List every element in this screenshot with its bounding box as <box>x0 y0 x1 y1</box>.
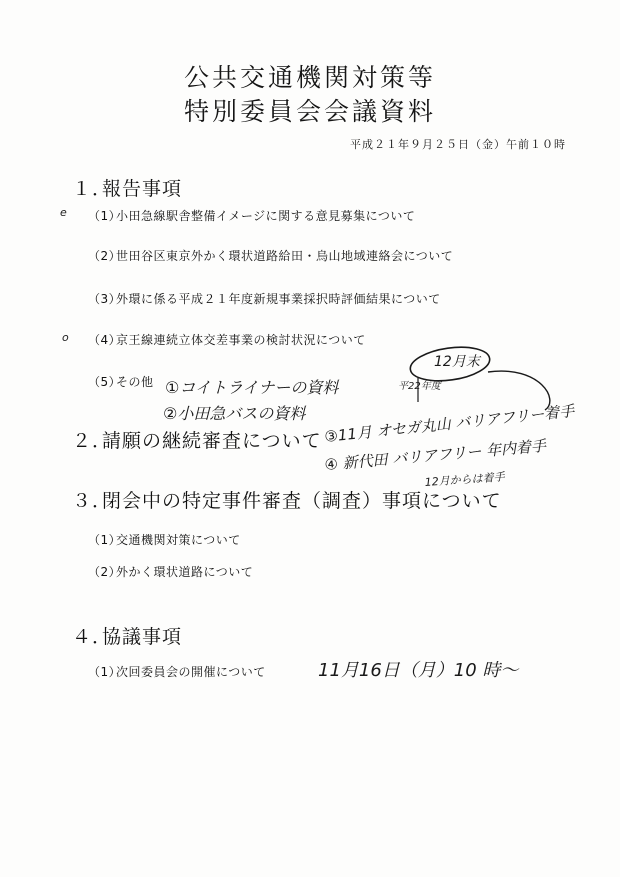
item-number: （3） <box>88 292 122 306</box>
circle-sub-label: 平22年度 <box>398 381 441 392</box>
inquiry-item-2 <box>88 563 253 580</box>
next-meeting-date: 11月16日（月）10 時〜 <box>318 660 519 681</box>
section-number: ４． <box>72 626 113 648</box>
report-item-2 <box>88 247 453 264</box>
item-number: （1） <box>88 209 122 223</box>
item-number: （4） <box>88 333 122 347</box>
document-title-line-1: 公共交通機関対策等 <box>183 63 436 92</box>
item-text: 世田谷区東京外かく環状道路給田・烏山地域連絡会について <box>116 249 454 263</box>
item-number: （1） <box>88 665 122 679</box>
margin-mark-e: e <box>60 206 67 219</box>
margin-mark-o: o <box>62 331 69 344</box>
circle-label: 12月末 <box>434 354 480 370</box>
report-item-5 <box>88 373 154 390</box>
item-text: 小田急線駅舎整備イメージに関する意見募集について <box>116 209 416 223</box>
handwritten-note-1: ①コイトライナーの資料 <box>165 378 339 397</box>
section-heading-discussion <box>72 622 182 649</box>
section-title: 閉会中の特定事件審査（調査）事項について <box>102 490 502 512</box>
item-number: （2） <box>88 565 122 579</box>
item-text: 交通機関対策について <box>116 533 241 547</box>
section-heading-petitions <box>72 426 322 453</box>
arrow-line <box>488 371 550 410</box>
document-title-line-2: 特別委員会会議資料 <box>183 97 436 126</box>
section-heading-recess-inquiry <box>72 486 502 513</box>
report-item-1 <box>88 207 415 224</box>
meeting-date: 平成２１年９月２５日（金）午前１０時 <box>350 138 566 151</box>
section-title: 報告事項 <box>102 178 183 200</box>
handwritten-note-3: ③11月 オセガ丸山 バリアフリー着手 <box>323 401 576 446</box>
report-item-4 <box>88 331 366 348</box>
section-title: 協議事項 <box>102 626 183 648</box>
handwritten-note-2: ②小田急バスの資料 <box>163 404 306 423</box>
section-title: 請願の継続審査について <box>102 430 322 452</box>
item-text: その他 <box>116 375 154 389</box>
item-number: （5） <box>88 375 122 389</box>
handwritten-note-4: ④ 新代田 バリアフリー 年内着手 <box>323 436 547 474</box>
section-number: １． <box>72 178 113 200</box>
section-number: ２． <box>72 430 113 452</box>
discussion-item-1 <box>88 663 266 680</box>
item-text: 外かく環状道路について <box>116 565 254 579</box>
circle-mark <box>408 343 492 386</box>
inquiry-item-1 <box>88 531 241 548</box>
section-number: ３． <box>72 490 113 512</box>
item-text: 京王線連続立体交差事業の検討状況について <box>116 333 366 347</box>
item-text: 外環に係る平成２１年度新規事業採択時評価結果について <box>116 292 441 306</box>
item-number: （2） <box>88 249 122 263</box>
handwritten-note-4b: 12月からは着手 <box>424 470 506 489</box>
item-number: （1） <box>88 533 122 547</box>
item-text: 次回委員会の開催について <box>116 665 266 679</box>
report-item-3 <box>88 290 441 307</box>
section-heading-reports <box>72 174 182 201</box>
